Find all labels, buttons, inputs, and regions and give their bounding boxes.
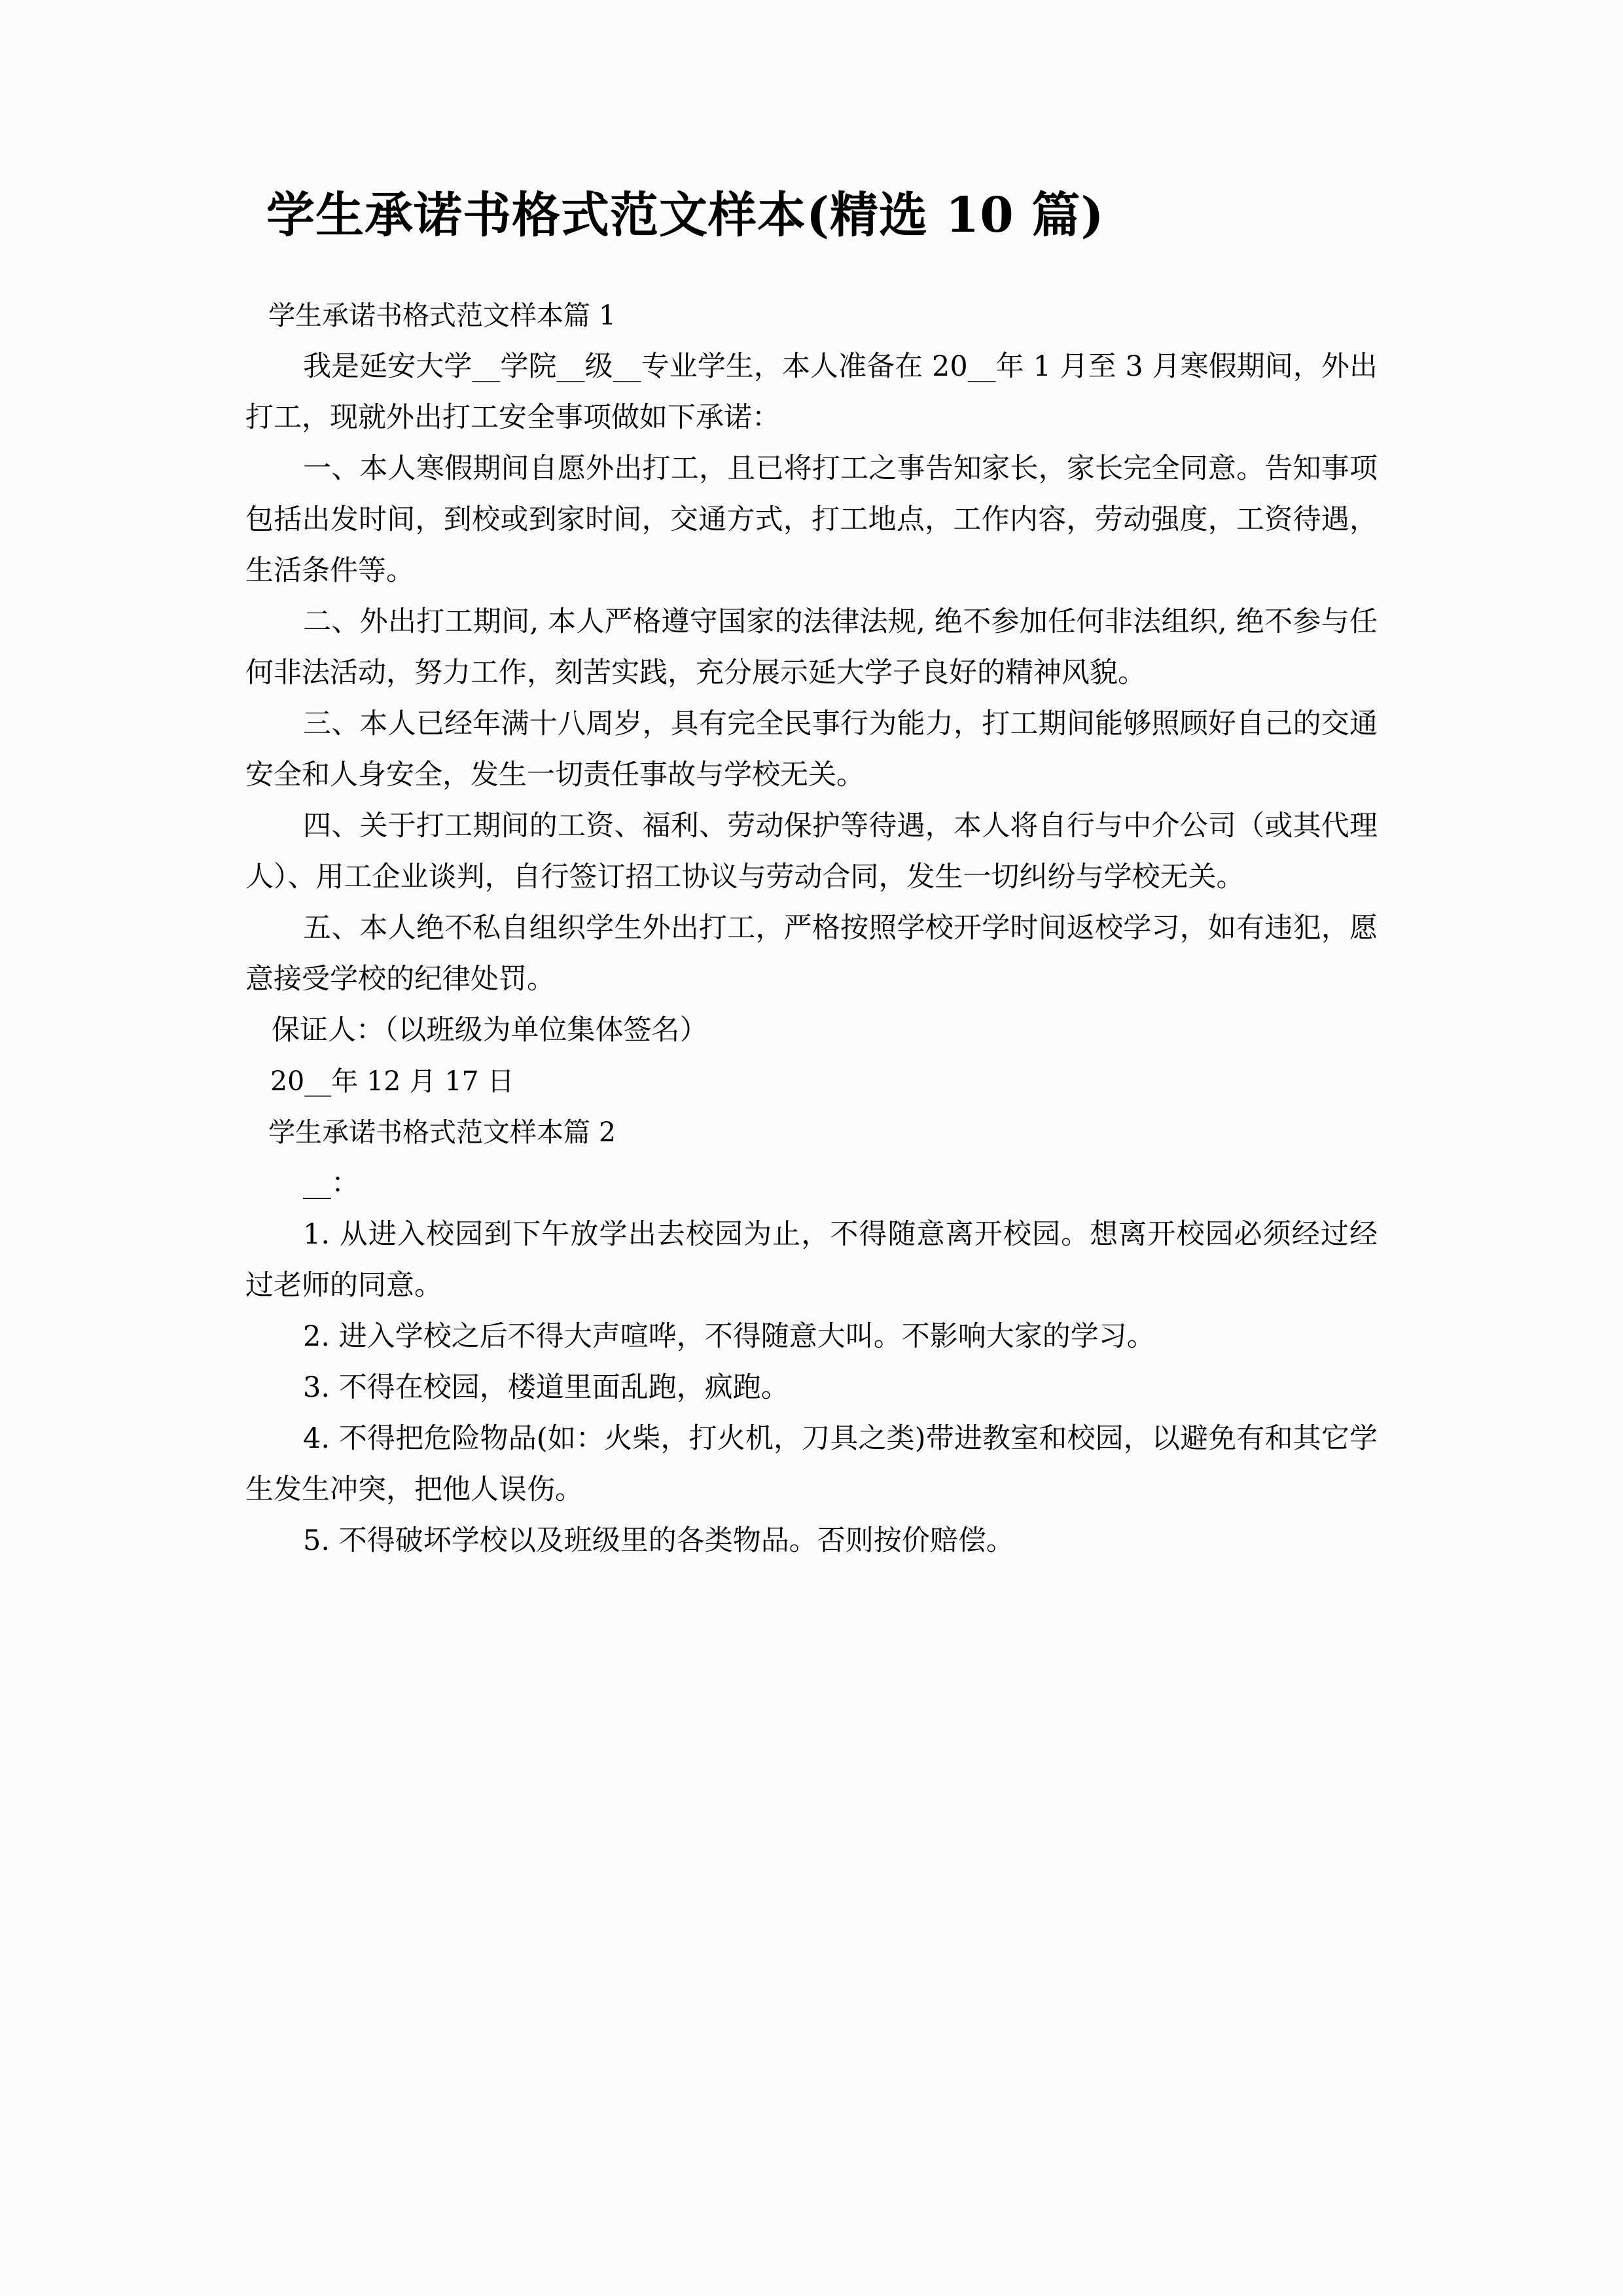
section-2: [245, 1107, 1378, 1566]
signature-date: 20__年 12 月 17 日: [270, 1066, 514, 1098]
section-1-paragraph-3: 三、本人已经年满十八周岁，具有完全民事行为能力，打工期间能够照顾好自己的交通安全和人身安全，发生一切责任事故与学校无关。: [245, 708, 1378, 792]
section-1-paragraph-5: 五、本人绝不私自组织学生外出打工，严格按照学校开学时间返校学习，如有违犯，愿意接受学校的纪律处罚。: [245, 912, 1378, 996]
section-1-paragraph-0: 我是延安大学__学院__级__专业学生，本人准备在 20__年 1 月至 3 月寒假期间，外出打工，现就外出打工安全事项做如下承诺：: [245, 350, 1378, 435]
section-2-item-4: 5. 不得破坏学校以及班级里的各类物品。否则按价赔偿。: [303, 1524, 1014, 1558]
document-body: [245, 0, 1378, 1566]
section-2-item-0: 1. 从进入校园到下午放学出去校园为止，不得随意离开校园。想离开校园必须经过经过老师的同意。: [245, 1218, 1378, 1302]
section-1-paragraph-2: 二、外出打工期间, 本人严格遵守国家的法律法规, 绝不参加任何非法组织, 绝不参与任何非法活动，努力工作，刻苦实践，充分展示延大学子良好的精神风貌。: [245, 605, 1378, 690]
section-2-heading: 学生承诺书格式范文样本篇 2: [268, 1117, 616, 1149]
signature-label: 保证人：（以班级为单位集体签名）: [272, 1014, 708, 1047]
page-title: 学生承诺书格式范文样本(精选 10 篇): [266, 187, 1105, 243]
section-2-salutation: __：: [303, 1167, 359, 1200]
section-1-heading: 学生承诺书格式范文样本篇 1: [268, 300, 616, 332]
section-1-paragraph-1: 一、本人寒假期间自愿外出打工，且已将打工之事告知家长，家长完全同意。告知事项包括出发时间，到校或到家时间，交通方式，打工地点，工作内容，劳动强度，工资待遇，生活条件等。: [245, 452, 1378, 588]
section-1-paragraph-4: 四、关于打工期间的工资、福利、劳动保护等待遇，本人将自行与中介公司（或其代理人）、用工企业谈判，自行签订招工协议与劳动合同，发生一切纠纷与学校无关。: [245, 810, 1378, 894]
section-1: [245, 290, 1378, 1107]
section-2-item-2: 3. 不得在校园，楼道里面乱跑，疯跑。: [303, 1371, 789, 1405]
section-2-item-1: 2. 进入学校之后不得大声喧哗，不得随意大叫。不影响大家的学习。: [303, 1320, 1155, 1354]
section-2-item-3: 4. 不得把危险物品(如：火柴，打火机，刀具之类)带进教室和校园，以避免有和其它学生发生冲突，把他人误伤。: [245, 1422, 1378, 1507]
title-spacer: [245, 244, 1378, 290]
